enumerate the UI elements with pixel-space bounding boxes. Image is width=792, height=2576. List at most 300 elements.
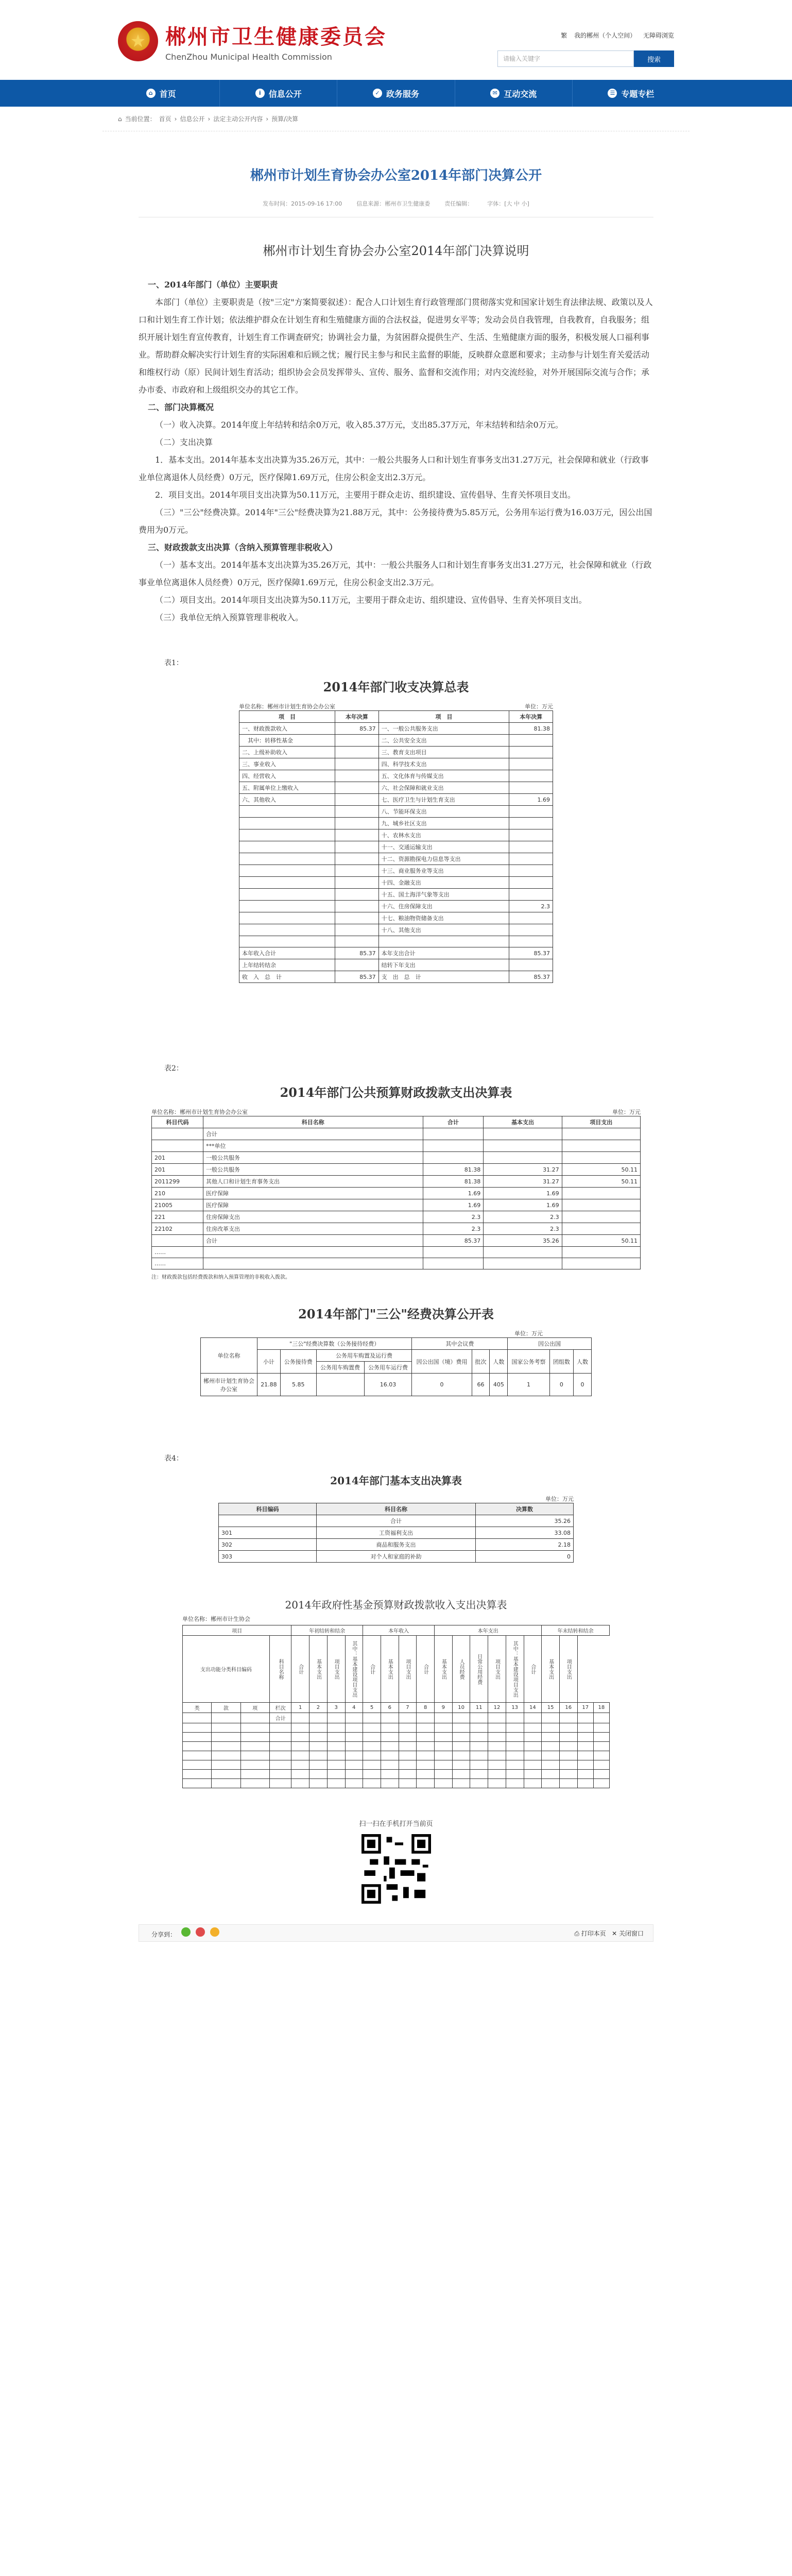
table-cell bbox=[212, 1779, 240, 1788]
table-cell bbox=[183, 1760, 212, 1770]
table-cell: 10 bbox=[452, 1703, 470, 1713]
table-row bbox=[152, 1223, 641, 1235]
table-cell bbox=[417, 1760, 435, 1770]
table-cell bbox=[577, 1723, 593, 1733]
wechat-icon[interactable] bbox=[181, 1927, 191, 1937]
table-cell: 4 bbox=[345, 1703, 363, 1713]
table-cell: 住房改革支出 bbox=[203, 1223, 423, 1235]
table-cell bbox=[291, 1779, 309, 1788]
weibo-icon[interactable] bbox=[196, 1927, 205, 1937]
table-cell: 项目支出 bbox=[559, 1636, 577, 1703]
table-cell bbox=[239, 806, 335, 818]
table-cell bbox=[345, 1751, 363, 1760]
table-cell: 七、医疗卫生与计划生育支出 bbox=[378, 794, 509, 806]
table-cell: 2.3 bbox=[509, 901, 553, 912]
table-cell bbox=[240, 1770, 269, 1779]
table-cell: 其中：基本建设项目支出 bbox=[345, 1636, 363, 1703]
table-cell bbox=[345, 1779, 363, 1788]
table-cell bbox=[335, 782, 379, 794]
table-cell bbox=[562, 1152, 640, 1164]
table-cell: 基本支出 bbox=[309, 1636, 328, 1703]
table-cell bbox=[345, 1713, 363, 1723]
table-row bbox=[239, 723, 553, 735]
table5-org: 单位名称：郴州市计生协会 bbox=[182, 1616, 250, 1622]
table-cell bbox=[381, 1733, 399, 1742]
table2-unit: 单位：万元 bbox=[612, 1109, 641, 1115]
site-logo[interactable] bbox=[118, 21, 387, 62]
table-cell bbox=[327, 1733, 345, 1742]
table-cell: 合计 bbox=[203, 1128, 423, 1140]
table-cell bbox=[363, 1723, 381, 1733]
table-cell bbox=[470, 1713, 488, 1723]
table-cell: 221 bbox=[152, 1211, 203, 1223]
table-cell bbox=[542, 1779, 560, 1788]
table-cell: 十六、住房保障支出 bbox=[378, 901, 509, 912]
table-row bbox=[239, 794, 553, 806]
table4-title: 2014年部门基本支出决算表 bbox=[330, 1475, 462, 1487]
editor: 责任编辑： bbox=[444, 200, 473, 207]
table4-unit: 单位：万元 bbox=[545, 1496, 574, 1502]
table-cell bbox=[542, 1723, 560, 1733]
table-cell: 301 bbox=[219, 1527, 317, 1539]
table2-note: 注：财政拨款包括经费拨款和纳入预算管理的非税收入拨款。 bbox=[151, 1275, 290, 1280]
search-button[interactable]: 搜索 bbox=[634, 50, 674, 67]
table-cell bbox=[291, 1760, 309, 1770]
personal-space-link[interactable]: 我的郴州（个人空间） bbox=[574, 32, 636, 39]
table-cell bbox=[363, 1779, 381, 1788]
table-cell bbox=[524, 1751, 542, 1760]
table-cell: 收 入 总 计 bbox=[239, 971, 335, 983]
table-cell: 0 bbox=[574, 1374, 592, 1396]
table-cell bbox=[435, 1742, 453, 1751]
table-cell: 科目名称 bbox=[269, 1636, 291, 1703]
nav-interaction[interactable]: ✉ 互动交流 bbox=[455, 80, 573, 107]
table2-title: 2014年部门公共预算财政拨款支出决算表 bbox=[280, 1085, 512, 1100]
table-cell bbox=[291, 1770, 309, 1779]
table-cell bbox=[399, 1760, 417, 1770]
table-cell: 201 bbox=[152, 1164, 203, 1176]
table-cell: 8 bbox=[417, 1703, 435, 1713]
table-cell: 支出功能分类科目编码 bbox=[183, 1636, 270, 1703]
table-cell: 302 bbox=[219, 1539, 317, 1551]
table-cell: 85.37 bbox=[509, 971, 553, 983]
table-cell bbox=[488, 1733, 506, 1742]
table-cell: 款 bbox=[212, 1703, 240, 1713]
table-cell: 0 bbox=[412, 1374, 472, 1396]
table-row bbox=[239, 947, 553, 959]
table-cell bbox=[269, 1751, 291, 1760]
table-cell bbox=[509, 770, 553, 782]
table-cell bbox=[345, 1733, 363, 1742]
close-icon: ✕ bbox=[612, 1929, 617, 1937]
table-cell: 人员经费 bbox=[452, 1636, 470, 1703]
main-nav bbox=[0, 80, 792, 107]
table-cell: 二、上级补助收入 bbox=[239, 747, 335, 758]
table-cell bbox=[183, 1751, 212, 1760]
table-cell bbox=[452, 1723, 470, 1733]
qzone-icon[interactable] bbox=[210, 1927, 219, 1937]
table-cell: 2.3 bbox=[423, 1211, 484, 1223]
nav-info-public[interactable]: i 信息公开 bbox=[220, 80, 337, 107]
table-cell: 303 bbox=[219, 1551, 317, 1563]
table-cell: 十七、粮油物资储备支出 bbox=[378, 912, 509, 924]
revenue-expenditure-table: 项 目 本年决算 项 目 本年决算 一、财政拨款收入 85.37 一、一般公共服务支出 81.38 其中：转移性基金 二、公共安全支出 二、上级补助收入 三、教育支出项目 三、事业收入 四、科学技术支出 四、经营收入 五、文化体育与传媒支出 五、附属单位上缴收入 六、社会保障和就业支出 六、其他收入 七、医疗卫生与计划生育支出 1.69 八、节能环保支出 九、城乡社区支出 十、农林水支出 十一、交通运输支出 十二、资源勘探电力信息等支出 十三、商业服务业等支出 十四、金融支出 十五、国土海洋气象等支出 十六、住房保障支出 2.3 十七、粮油物资储备支出 十八、其他支出 本年收入合计 85.37 本年支出合计 85.37 上年结转结余 结转下年支出 收 入 总 计 85.37 支 出 总 计 85.37 bbox=[239, 710, 553, 983]
close-window-button[interactable]: 关闭窗口 bbox=[618, 1929, 644, 1937]
table-cell bbox=[509, 877, 553, 889]
table-cell bbox=[417, 1713, 435, 1723]
table-cell: 其中：转移性基金 bbox=[239, 735, 335, 747]
table-cell bbox=[484, 1140, 562, 1152]
table-cell bbox=[240, 1751, 269, 1760]
share-label: 分享到： bbox=[151, 1931, 177, 1938]
table-cell bbox=[577, 1760, 593, 1770]
table-cell bbox=[506, 1713, 524, 1723]
table-cell bbox=[309, 1733, 328, 1742]
table-cell: 郴州市计划生育协会办公室 bbox=[201, 1374, 257, 1396]
table-cell: 本年支出合计 bbox=[378, 947, 509, 959]
table-cell: 15 bbox=[542, 1703, 560, 1713]
table-cell bbox=[509, 959, 553, 971]
table-cell: 合计 bbox=[269, 1713, 291, 1723]
table-cell: 81.38 bbox=[423, 1176, 484, 1188]
table-cell bbox=[562, 1211, 640, 1223]
table-cell bbox=[212, 1733, 240, 1742]
publish-date: 发布时间：2015-09-16 17:00 bbox=[263, 200, 342, 207]
table-cell bbox=[212, 1723, 240, 1733]
top-links bbox=[556, 31, 674, 40]
table-cell bbox=[542, 1733, 560, 1742]
table-cell: 0 bbox=[476, 1551, 574, 1563]
table-cell: 九、城乡社区支出 bbox=[378, 818, 509, 829]
table-cell bbox=[363, 1760, 381, 1770]
table-cell: 合计 bbox=[291, 1636, 309, 1703]
table-cell bbox=[240, 1760, 269, 1770]
table-cell bbox=[509, 889, 553, 901]
share-bar bbox=[139, 1924, 653, 1942]
breadcrumb-home[interactable]: 首页 bbox=[159, 115, 171, 123]
table-cell: 0 bbox=[549, 1374, 573, 1396]
table-cell bbox=[239, 912, 335, 924]
table-cell bbox=[381, 1779, 399, 1788]
table-cell bbox=[593, 1742, 609, 1751]
table-cell: 四、经营收入 bbox=[239, 770, 335, 782]
table-cell: 2 bbox=[309, 1703, 328, 1713]
qr-title: 扫一扫在手机打开当前页 bbox=[359, 1820, 433, 1828]
table-cell bbox=[219, 1515, 317, 1527]
table-cell bbox=[435, 1760, 453, 1770]
table-cell: 2.3 bbox=[484, 1223, 562, 1235]
traditional-chinese-link[interactable]: 繁 bbox=[561, 32, 567, 39]
paragraph: 本部门（单位）主要职责是（按"三定"方案简要叙述）：配合人口计划生育行政管理部门贯彻落实党和国家计划生育法律法规、政策以及人口和计划生育工作计划；依法维护群众在计划生育和生殖健康方面的合法权益，促进男女平等；发动会员自我管理，自我教育，自我服务；组织开展计划生育宣传教育，计划生育工作调查研究；协调社会力量，为贫困群众提供生产、生活、生殖健康方面的服务，积极发展人口福利事业。帮助群众解决实行计划生育的实际困难和后顾之忧；履行民主参与和民主监督的职能，反映群众意愿和要求；主动参与计划生育关爱活动和维权行动（原）民间计划生育活动；组织协会会员发挥带头、宣传、服务、监督和交流作用；对内交流经验，对外开展国际交流与合作；承办市委、市政府和上级组织交办的其它工作。 bbox=[139, 297, 653, 395]
table-row bbox=[239, 959, 553, 971]
table-cell: 类 bbox=[183, 1703, 212, 1713]
table-cell: 1.69 bbox=[509, 794, 553, 806]
table-row bbox=[152, 1199, 641, 1211]
table-row bbox=[239, 865, 553, 877]
table-cell bbox=[506, 1779, 524, 1788]
table-cell: 十五、国土海洋气象等支出 bbox=[378, 889, 509, 901]
table-row bbox=[152, 1128, 641, 1140]
table-cell: 八、节能环保支出 bbox=[378, 806, 509, 818]
table-cell bbox=[593, 1713, 609, 1723]
breadcrumb-info[interactable]: 信息公开 bbox=[180, 115, 205, 123]
table-cell bbox=[335, 829, 379, 841]
table-cell: 7 bbox=[399, 1703, 417, 1713]
table-cell bbox=[506, 1770, 524, 1779]
table-cell: 1 bbox=[508, 1374, 549, 1396]
table-cell bbox=[363, 1742, 381, 1751]
table-cell bbox=[509, 829, 553, 841]
table-cell bbox=[559, 1723, 577, 1733]
table-cell: 50.11 bbox=[562, 1235, 640, 1247]
table-cell bbox=[239, 865, 335, 877]
table-cell bbox=[335, 936, 379, 947]
table-cell: …… bbox=[152, 1258, 203, 1269]
table-cell bbox=[509, 924, 553, 936]
table-row bbox=[239, 901, 553, 912]
table-cell bbox=[593, 1779, 609, 1788]
table-cell bbox=[509, 853, 553, 865]
table-cell: 22102 bbox=[152, 1223, 203, 1235]
table-cell: 17 bbox=[577, 1703, 593, 1713]
table-cell: 五、附属单位上缴收入 bbox=[239, 782, 335, 794]
table-cell bbox=[484, 1247, 562, 1258]
table-cell bbox=[269, 1723, 291, 1733]
table-cell bbox=[335, 853, 379, 865]
section-heading: 一、2014年部门（单位）主要职责 bbox=[148, 280, 278, 290]
table-cell bbox=[562, 1223, 640, 1235]
table-cell: 合计 bbox=[524, 1636, 542, 1703]
table-cell: 项目支出 bbox=[488, 1636, 506, 1703]
table-cell bbox=[452, 1742, 470, 1751]
table-cell bbox=[509, 818, 553, 829]
table-cell: ***单位 bbox=[203, 1140, 423, 1152]
table-cell bbox=[335, 901, 379, 912]
table-cell bbox=[593, 1751, 609, 1760]
table-cell bbox=[152, 1128, 203, 1140]
table-cell: 基本支出 bbox=[435, 1636, 453, 1703]
table-cell bbox=[335, 794, 379, 806]
table-row bbox=[152, 1211, 641, 1223]
table-cell bbox=[488, 1742, 506, 1751]
table-cell: 项目支出 bbox=[399, 1636, 417, 1703]
table-row bbox=[239, 936, 553, 947]
table-cell bbox=[335, 770, 379, 782]
table-cell bbox=[506, 1751, 524, 1760]
table-cell bbox=[562, 1247, 640, 1258]
table-cell: 一般公共服务 bbox=[203, 1152, 423, 1164]
site-name-en: ChenZhou Municipal Health Commission bbox=[165, 52, 332, 62]
table-cell: 二、公共安全支出 bbox=[378, 735, 509, 747]
table-cell: 18 bbox=[593, 1703, 609, 1713]
table-cell bbox=[239, 901, 335, 912]
nav-special[interactable]: ☰ 专题专栏 bbox=[573, 80, 690, 107]
table-cell bbox=[291, 1733, 309, 1742]
breadcrumb-budget[interactable]: 预算/决算 bbox=[271, 115, 299, 123]
table-cell bbox=[435, 1723, 453, 1733]
table-cell: 1 bbox=[291, 1703, 309, 1713]
table-cell bbox=[488, 1770, 506, 1779]
table-cell bbox=[509, 758, 553, 770]
table-cell bbox=[327, 1742, 345, 1751]
table-cell bbox=[509, 912, 553, 924]
table-row bbox=[183, 1760, 610, 1770]
table-cell: 六、社会保障和就业支出 bbox=[378, 782, 509, 794]
table-cell: 1.69 bbox=[423, 1199, 484, 1211]
table-cell bbox=[327, 1760, 345, 1770]
qr-section bbox=[139, 1818, 653, 1904]
qr-code-icon bbox=[361, 1834, 431, 1904]
paragraph: （二）支出决算 bbox=[155, 437, 213, 447]
table-row bbox=[239, 782, 553, 794]
table-row bbox=[219, 1527, 574, 1539]
table-cell bbox=[417, 1742, 435, 1751]
table-cell bbox=[239, 818, 335, 829]
table-cell: 基本支出 bbox=[542, 1636, 560, 1703]
table-cell bbox=[363, 1733, 381, 1742]
table1-label: 表1： bbox=[164, 659, 183, 667]
paragraph: （三）"三公"经费决算。2014年"三公"经费决算为21.88万元，其中：公务接待费为5.85万元，公务用车运行费为16.03万元，因公出国费用为0万元。 bbox=[139, 507, 652, 535]
table-cell: 基本支出 bbox=[381, 1636, 399, 1703]
table-cell bbox=[542, 1742, 560, 1751]
table-cell bbox=[470, 1751, 488, 1760]
table-cell bbox=[335, 889, 379, 901]
table1-org: 单位名称：郴州市计划生育协会办公室 bbox=[239, 703, 335, 710]
table-cell bbox=[399, 1742, 417, 1751]
accessibility-link[interactable]: 无障碍浏览 bbox=[643, 32, 674, 39]
table-cell: 工资福利支出 bbox=[317, 1527, 476, 1539]
table-cell: 项目支出 bbox=[327, 1636, 345, 1703]
table-cell: 21005 bbox=[152, 1199, 203, 1211]
nav-home[interactable]: ⌂ 首页 bbox=[102, 80, 220, 107]
table-cell bbox=[239, 877, 335, 889]
table-cell bbox=[183, 1733, 212, 1742]
search-input[interactable]: 请输入关键字 bbox=[497, 50, 634, 67]
home-icon: ⌂ bbox=[118, 115, 122, 123]
table-cell bbox=[309, 1742, 328, 1751]
nav-gov-service[interactable]: ✓ 政务服务 bbox=[337, 80, 455, 107]
table-cell bbox=[240, 1779, 269, 1788]
table-cell: 1.69 bbox=[423, 1188, 484, 1199]
table-cell: 6 bbox=[381, 1703, 399, 1713]
table2-label: 表2： bbox=[164, 1064, 183, 1073]
table-cell bbox=[183, 1742, 212, 1751]
table-cell bbox=[470, 1779, 488, 1788]
table-cell bbox=[452, 1779, 470, 1788]
table-cell: 十一、交通运输支出 bbox=[378, 841, 509, 853]
table-cell bbox=[345, 1770, 363, 1779]
table-cell bbox=[484, 1128, 562, 1140]
table-cell bbox=[509, 735, 553, 747]
table-cell bbox=[452, 1713, 470, 1723]
table-cell bbox=[506, 1723, 524, 1733]
table-cell bbox=[577, 1779, 593, 1788]
table-cell bbox=[435, 1751, 453, 1760]
table-cell bbox=[335, 877, 379, 889]
table-cell bbox=[239, 936, 335, 947]
table-cell: 十三、商业服务业等支出 bbox=[378, 865, 509, 877]
table-cell bbox=[506, 1760, 524, 1770]
article bbox=[102, 165, 690, 1942]
table5-title: 2014年政府性基金预算财政拨款收入支出决算表 bbox=[285, 1599, 507, 1611]
table-row bbox=[183, 1770, 610, 1779]
table-cell bbox=[452, 1760, 470, 1770]
table-cell: 201 bbox=[152, 1152, 203, 1164]
table-cell bbox=[470, 1733, 488, 1742]
table-row bbox=[239, 841, 553, 853]
font-size-switch[interactable]: 字体：[大 中 小] bbox=[487, 200, 529, 207]
table-cell bbox=[509, 841, 553, 853]
table-cell bbox=[335, 924, 379, 936]
breadcrumb-statutory[interactable]: 法定主动公开内容 bbox=[213, 115, 263, 123]
table-cell bbox=[470, 1742, 488, 1751]
table-cell bbox=[291, 1742, 309, 1751]
table-row bbox=[239, 735, 553, 747]
three-public-table: 单位名称 "三公"经费决算数（公务接待经费） 其中会议费 因公出国 小计 公务接待费 公务用车购置及运行费 因公出国（境）费用 批次 人数 国家公务考察 团组数 人数 公务用车购置费 公务用车运行费 郴州市计划生育协会办公室 21.88 5.85 16.03 0 66 405 1 0 0 bbox=[200, 1337, 592, 1396]
table-cell bbox=[452, 1751, 470, 1760]
table-cell bbox=[524, 1723, 542, 1733]
table-cell bbox=[327, 1713, 345, 1723]
table-cell bbox=[381, 1770, 399, 1779]
paragraph: （一）基本支出。2014年基本支出决算为35.26万元，其中：一般公共服务人口和计划生育事务支出31.27万元，社会保障和就业（行政事业单位离退休人员经费）0万元，医疗保障1.69万元，住房公积金支出2.3万元。 bbox=[139, 560, 652, 587]
table-cell bbox=[509, 936, 553, 947]
table-row bbox=[152, 1176, 641, 1188]
table-cell bbox=[509, 865, 553, 877]
section-heading: 二、部门决算概况 bbox=[148, 402, 214, 412]
table-cell bbox=[577, 1751, 593, 1760]
table-cell: …… bbox=[152, 1247, 203, 1258]
table-cell bbox=[183, 1723, 212, 1733]
table-cell bbox=[593, 1760, 609, 1770]
topic-icon: ☰ bbox=[608, 89, 617, 98]
table-cell bbox=[240, 1733, 269, 1742]
table2-org: 单位名称：郴州市计划生育协会办公室 bbox=[151, 1109, 248, 1115]
table-cell bbox=[399, 1751, 417, 1760]
table-row bbox=[239, 889, 553, 901]
table-row bbox=[239, 971, 553, 983]
table-cell bbox=[559, 1770, 577, 1779]
table-cell: 85.37 bbox=[335, 947, 379, 959]
print-button[interactable]: 打印本页 bbox=[581, 1929, 606, 1937]
home-icon: ⌂ bbox=[146, 89, 156, 98]
table-cell bbox=[542, 1760, 560, 1770]
table-cell bbox=[423, 1258, 484, 1269]
table-cell bbox=[345, 1723, 363, 1733]
table-cell: 一、财政拨款收入 bbox=[239, 723, 335, 735]
table-cell bbox=[327, 1770, 345, 1779]
table-cell bbox=[562, 1199, 640, 1211]
table-row bbox=[239, 770, 553, 782]
table-cell bbox=[183, 1770, 212, 1779]
table-cell bbox=[435, 1770, 453, 1779]
table-cell bbox=[488, 1760, 506, 1770]
table-cell bbox=[417, 1733, 435, 1742]
table-cell: 16 bbox=[559, 1703, 577, 1713]
table-cell bbox=[399, 1733, 417, 1742]
table-cell bbox=[559, 1779, 577, 1788]
table-row bbox=[152, 1258, 641, 1269]
paragraph: （三）我单位无纳入预算管理非税收入。 bbox=[155, 613, 304, 622]
table-cell bbox=[417, 1779, 435, 1788]
table-cell bbox=[335, 841, 379, 853]
table-cell bbox=[335, 806, 379, 818]
table-row bbox=[152, 1235, 641, 1247]
doc-body bbox=[139, 276, 653, 626]
paragraph: 1．基本支出。2014年基本支出决算为35.26万元，其中：一般公共服务人口和计划生育事务支出31.27万元，社会保障和就业（行政事业单位离退休人员经费）0万元，医疗保障1.69万元，住房公积金支出2.3万元。 bbox=[139, 455, 649, 482]
table-cell bbox=[435, 1713, 453, 1723]
table-cell bbox=[212, 1751, 240, 1760]
table-cell bbox=[291, 1723, 309, 1733]
